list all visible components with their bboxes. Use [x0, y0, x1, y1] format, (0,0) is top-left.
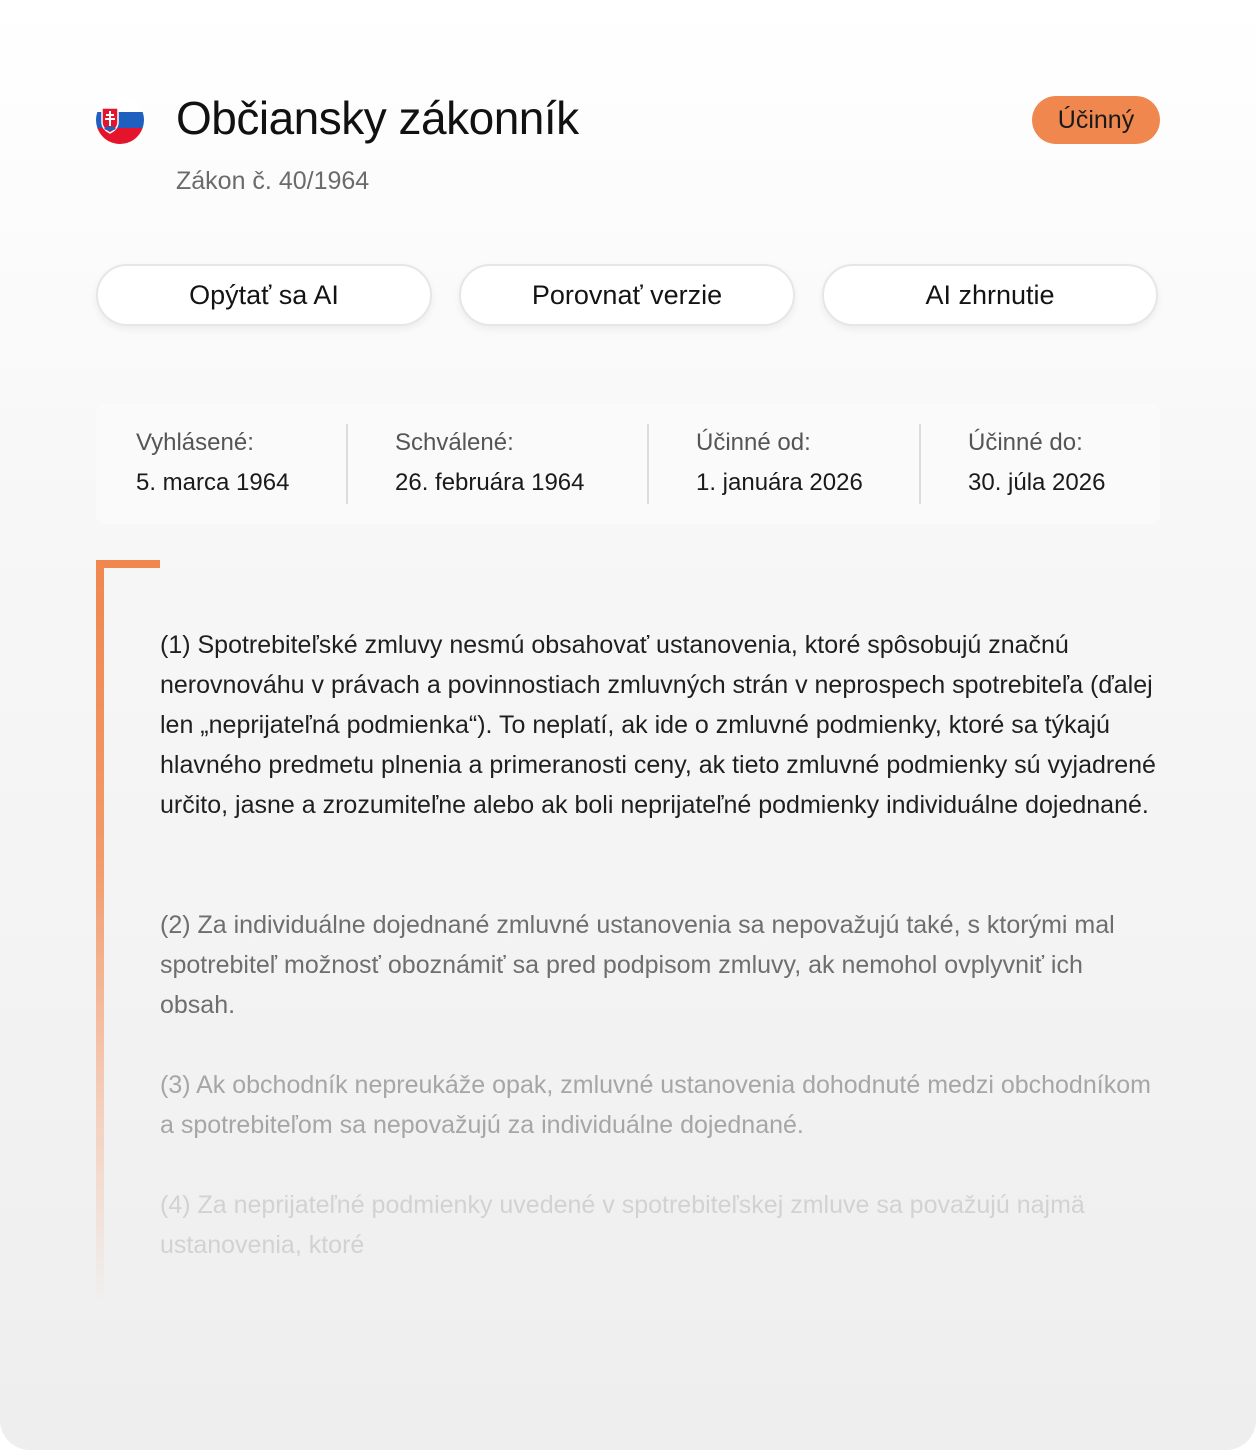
meta-value: 5. marca 1964 [136, 469, 290, 496]
law-paragraph-3: (3) Ak obchodník nepreukáže opak, zmluvné ustanovenia dohodnuté medzi obchodníkom a spotrebiteľom sa nepovažujú za individuálne dojednané. [160, 1071, 1151, 1139]
meta-value: 30. júla 2026 [968, 469, 1106, 496]
ask-ai-button[interactable]: Opýtať sa AI [96, 264, 432, 326]
meta-effective-from [696, 426, 863, 500]
meta-value: 26. februára 1964 [395, 469, 585, 496]
compare-versions-button[interactable]: Porovnať verzie [459, 264, 795, 326]
meta-label: Účinné od: [696, 429, 811, 456]
meta-approved [395, 426, 584, 500]
law-paragraph-2: (2) Za individuálne dojednané zmluvné ustanovenia sa nepovažujú také, s ktorými mal spotrebiteľ možnosť oboznámiť sa pred podpisom zmluvy, ak nemohol ovplyvniť ich obsah. [160, 911, 1115, 1019]
slovakia-flag-icon [96, 96, 144, 144]
quote-accent-bar [96, 560, 104, 1300]
meta-published [136, 426, 289, 500]
meta-label: Schválené: [395, 429, 514, 456]
meta-label: Účinné do: [968, 429, 1083, 456]
law-paragraph-1: (1) Spotrebiteľské zmluvy nesmú obsahovať ustanovenia, ktoré spôsobujú značnú nerovnováhu v právach a povinnostiach zmluvných strán v neprospech spotrebiteľa (ďalej len „neprijateľná podmienka“). To neplatí, ak ide o zmluvné podmienky, ktoré sa týkajú hlavného predmetu plnenia a primeranosti ceny, ak tieto zmluvné podmienky sú vyjadrené určito, jasne a zrozumiteľne alebo ak boli neprijateľné podmienky individuálne dojednané. [160, 631, 1156, 819]
divider [346, 424, 348, 504]
status-badge: Účinný [1032, 96, 1160, 144]
law-number: Zákon č. 40/1964 [176, 167, 370, 195]
quote-accent-top [96, 560, 160, 568]
meta-effective-to [968, 426, 1105, 500]
divider [647, 424, 649, 504]
meta-value: 1. januára 2026 [696, 469, 863, 496]
ai-summary-button[interactable]: AI zhrnutie [822, 264, 1158, 326]
law-paragraph-4: (4) Za neprijateľné podmienky uvedené v spotrebiteľskej zmluve sa považujú najmä ustanovenia, ktoré [160, 1191, 1085, 1259]
divider [919, 424, 921, 504]
meta-label: Vyhlásené: [136, 429, 254, 456]
page-title: Občiansky zákonník [176, 92, 579, 144]
